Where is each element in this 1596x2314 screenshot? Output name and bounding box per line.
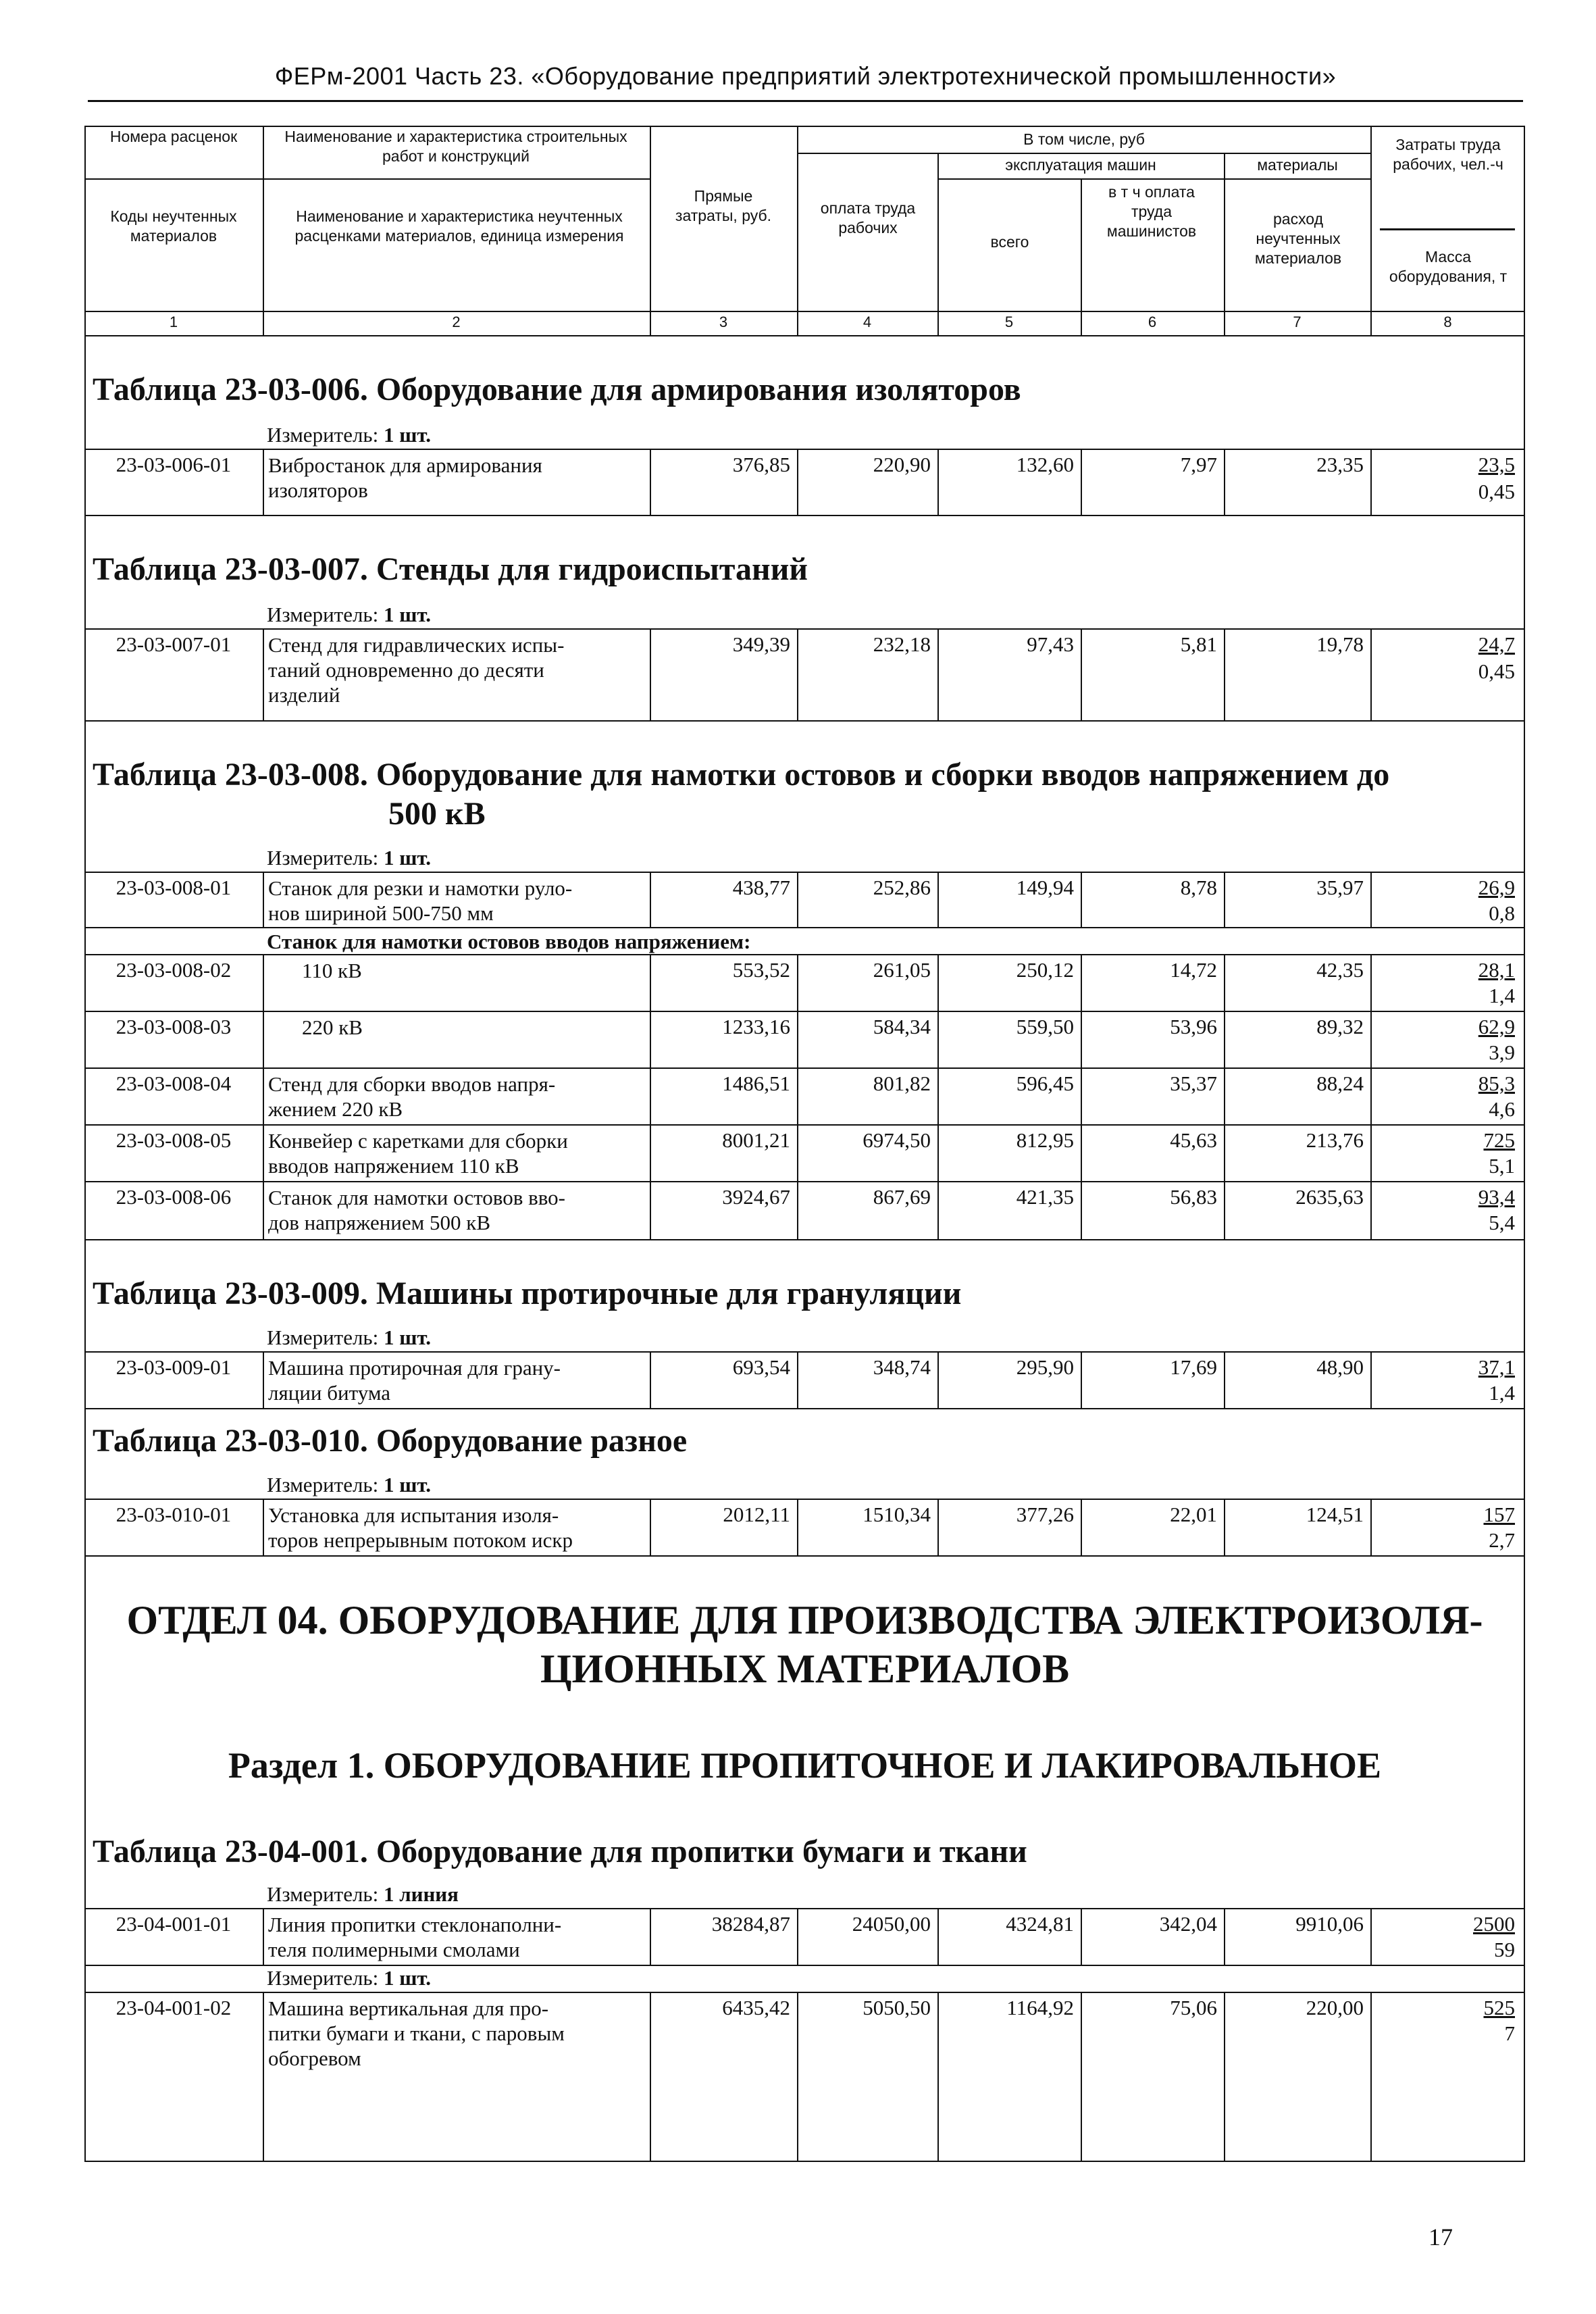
row-div bbox=[263, 1499, 264, 1555]
direct-cost: 2012,11 bbox=[723, 1503, 790, 1526]
table-title: Таблица 23-03-008. Оборудование для намотки остовов и сборки вводов напряжением до bbox=[93, 757, 1390, 793]
labor-pay: 5050,50 bbox=[863, 1996, 931, 2019]
labor-hours: 23,5 bbox=[1478, 453, 1515, 476]
rate-name: 110 кВ bbox=[302, 959, 362, 982]
rate-code: 23-03-008-04 bbox=[115, 1072, 232, 1095]
rate-name: 220 кВ bbox=[302, 1015, 363, 1039]
rate-name: Стенд для сборки вводов напря- жением 220 кВ bbox=[268, 1072, 556, 1121]
rate-code: 23-03-010-01 bbox=[115, 1503, 232, 1526]
rate-name: Станок для намотки остовов вво- дов напряжением 500 кВ bbox=[268, 1186, 565, 1234]
direct-cost: 693,54 bbox=[732, 1355, 790, 1379]
row-rule bbox=[84, 872, 1525, 873]
labor-pay: 867,69 bbox=[873, 1185, 931, 1209]
row-div bbox=[263, 1992, 264, 2161]
department-title: ОТДЕЛ 04. ОБОРУДОВАНИЕ ДЛЯ ПРОИЗВОДСТВА ЭЛЕКТРОИЗОЛЯ- ЦИОННЫХ МАТЕРИАЛОВ bbox=[126, 1598, 1483, 1691]
table-title: Таблица 23-03-010. Оборудование разное bbox=[93, 1423, 688, 1459]
equipment-mass: 5,4 bbox=[1489, 1211, 1515, 1234]
machinist-pay: 75,06 bbox=[1170, 1996, 1217, 2019]
materials-cost: 35,97 bbox=[1316, 876, 1364, 899]
row-rule bbox=[84, 720, 1525, 722]
direct-cost: 1233,16 bbox=[722, 1015, 790, 1038]
rate-code: 23-03-008-03 bbox=[115, 1015, 232, 1038]
machines-cost: 377,26 bbox=[1016, 1503, 1074, 1526]
materials-cost: 9910,06 bbox=[1295, 1912, 1364, 1936]
labor-pay: 801,82 bbox=[873, 1072, 931, 1095]
colnum-3: 3 bbox=[719, 313, 728, 330]
hdr-div-6 bbox=[1224, 153, 1225, 335]
row-rule bbox=[84, 1181, 1525, 1182]
hdr-work-name: Наименование и характеристика строительных работ и конструкций bbox=[284, 128, 627, 165]
equipment-mass: 1,4 bbox=[1489, 984, 1515, 1007]
direct-cost: 1486,51 bbox=[722, 1072, 790, 1095]
hdr-incl: В том числе, руб bbox=[1023, 130, 1145, 148]
hdr-rule-f bbox=[84, 335, 1525, 336]
labor-pay: 1510,34 bbox=[863, 1503, 931, 1526]
equipment-mass: 5,1 bbox=[1489, 1154, 1515, 1178]
unit-label: Измеритель: 1 шт. bbox=[267, 603, 432, 626]
equipment-mass: 0,45 bbox=[1478, 480, 1515, 503]
machinist-pay: 14,72 bbox=[1170, 958, 1217, 982]
row-rule bbox=[84, 1351, 1525, 1353]
labor-hours: 85,3 bbox=[1478, 1072, 1515, 1095]
row-rule bbox=[84, 1908, 1525, 1909]
labor-hours: 525 bbox=[1483, 1996, 1515, 2019]
labor-hours: 24,7 bbox=[1478, 632, 1515, 656]
hdr-labor-pay: оплата труда рабочих bbox=[820, 199, 916, 236]
machines-cost: 149,94 bbox=[1016, 876, 1074, 899]
row-rule bbox=[84, 927, 1525, 928]
rate-code: 23-03-007-01 bbox=[115, 632, 232, 656]
direct-cost: 38284,87 bbox=[711, 1912, 790, 1936]
materials-cost: 124,51 bbox=[1306, 1503, 1364, 1526]
row-div bbox=[263, 1908, 264, 1965]
materials-cost: 89,32 bbox=[1316, 1015, 1364, 1038]
row-rule bbox=[84, 954, 1525, 955]
subheading: Станок для намотки остовов вводов напряжением: bbox=[267, 930, 751, 953]
colnum-1: 1 bbox=[169, 313, 178, 330]
hdr-rule-a bbox=[797, 153, 1370, 154]
machines-cost: 421,35 bbox=[1016, 1185, 1074, 1209]
materials-cost: 48,90 bbox=[1316, 1355, 1364, 1379]
machines-cost: 97,43 bbox=[1027, 632, 1074, 656]
hdr-materials-group: материалы bbox=[1257, 156, 1338, 174]
table-title: Таблица 23-04-001. Оборудование для пропитки бумаги и ткани bbox=[93, 1834, 1027, 1869]
materials-cost: 42,35 bbox=[1316, 958, 1364, 982]
hdr-rule-c bbox=[84, 178, 650, 180]
table-title-cont: 500 кВ bbox=[388, 796, 486, 832]
unit-label: Измеритель: 1 шт. bbox=[267, 846, 432, 870]
frame-bottom-border bbox=[84, 2161, 1525, 2162]
hdr-rule-d bbox=[1380, 228, 1515, 230]
labor-hours: 28,1 bbox=[1478, 958, 1515, 982]
row-div bbox=[263, 954, 264, 1239]
hdr-div-4 bbox=[937, 153, 939, 335]
hdr-labor-costs: Затраты труда рабочих, чел.-ч bbox=[1393, 136, 1503, 173]
rate-name: Машина протирочная для грану- ляции битума bbox=[268, 1356, 561, 1405]
colnum-8: 8 bbox=[1443, 313, 1452, 330]
machinist-pay: 35,37 bbox=[1170, 1072, 1217, 1095]
labor-hours: 725 bbox=[1483, 1128, 1515, 1152]
hdr-material-name: Наименование и характеристика неучтенных расценками материалов, единица измерения bbox=[294, 207, 624, 245]
equipment-mass: 1,4 bbox=[1489, 1381, 1515, 1405]
direct-cost: 553,52 bbox=[732, 958, 790, 982]
equipment-mass: 4,6 bbox=[1489, 1097, 1515, 1121]
hdr-machines-group: эксплуатация машин bbox=[1005, 156, 1156, 174]
colnum-2: 2 bbox=[452, 313, 461, 330]
equipment-mass: 0,8 bbox=[1489, 901, 1515, 925]
row-div bbox=[263, 628, 264, 720]
row-rule bbox=[84, 1239, 1525, 1240]
row-rule bbox=[84, 1067, 1525, 1069]
row-div bbox=[263, 449, 264, 515]
machines-cost: 295,90 bbox=[1016, 1355, 1074, 1379]
equipment-mass: 3,9 bbox=[1489, 1040, 1515, 1064]
labor-pay: 24050,00 bbox=[852, 1912, 931, 1936]
colnum-6: 6 bbox=[1148, 313, 1157, 330]
row-rule bbox=[84, 449, 1525, 450]
hdr-rate-numbers: Номера расценок bbox=[109, 128, 238, 145]
running-header: ФЕРм-2001 Часть 23. «Оборудование предприятий электротехнической промышленности» bbox=[274, 62, 1337, 90]
machinist-pay: 53,96 bbox=[1170, 1015, 1217, 1038]
machinist-pay: 17,69 bbox=[1170, 1355, 1217, 1379]
hdr-mass: Масса оборудования, т bbox=[1389, 248, 1508, 285]
rate-code: 23-04-001-01 bbox=[115, 1912, 232, 1936]
table-title: Таблица 23-03-007. Стенды для гидроиспытаний bbox=[93, 551, 808, 587]
machines-cost: 4324,81 bbox=[1006, 1912, 1074, 1936]
rate-code: 23-03-008-05 bbox=[115, 1128, 232, 1152]
unit-label: Измеритель: 1 шт. bbox=[267, 1473, 432, 1496]
direct-cost: 349,39 bbox=[732, 632, 790, 656]
hdr-materials-spend: расход неучтенных материалов bbox=[1254, 210, 1342, 267]
rate-code: 23-03-008-02 bbox=[115, 958, 232, 982]
row-rule bbox=[84, 1124, 1525, 1126]
rate-name: Вибростанок для армирования изоляторов bbox=[268, 453, 542, 502]
direct-cost: 438,77 bbox=[732, 876, 790, 899]
labor-pay: 261,05 bbox=[873, 958, 931, 982]
row-rule bbox=[84, 1992, 1525, 1993]
labor-pay: 220,90 bbox=[873, 453, 931, 476]
row-div bbox=[263, 872, 264, 927]
machinist-pay: 8,78 bbox=[1180, 876, 1217, 899]
labor-pay: 232,18 bbox=[873, 632, 931, 656]
machinist-pay: 5,81 bbox=[1180, 632, 1217, 656]
machines-cost: 1164,92 bbox=[1006, 1996, 1074, 2019]
unit-label: Измеритель: 1 шт. bbox=[267, 423, 432, 447]
labor-pay: 6974,50 bbox=[863, 1128, 931, 1152]
colnum-4: 4 bbox=[863, 313, 872, 330]
row-rule bbox=[84, 1408, 1525, 1409]
labor-hours: 26,9 bbox=[1478, 876, 1515, 899]
labor-pay: 348,74 bbox=[873, 1355, 931, 1379]
table-title: Таблица 23-03-006. Оборудование для армирования изоляторов bbox=[93, 372, 1021, 407]
labor-hours: 93,4 bbox=[1478, 1185, 1515, 1209]
materials-cost: 2635,63 bbox=[1295, 1185, 1364, 1209]
equipment-mass: 7 bbox=[1504, 2021, 1515, 2045]
rate-name: Стенд для гидравлических испы- таний одновременно до десяти изделий bbox=[268, 633, 565, 707]
direct-cost: 376,85 bbox=[732, 453, 790, 476]
section-title: Раздел 1. ОБОРУДОВАНИЕ ПРОПИТОЧНОЕ И ЛАКИРОВАЛЬНОЕ bbox=[228, 1745, 1382, 1786]
rate-name: Машина вертикальная для про- питки бумаги и ткани, с паровым обогревом bbox=[268, 1996, 565, 2070]
header-rule bbox=[88, 100, 1523, 102]
rate-code: 23-03-006-01 bbox=[115, 453, 232, 476]
rate-code: 23-03-008-01 bbox=[115, 876, 232, 899]
labor-pay: 252,86 bbox=[873, 876, 931, 899]
rate-name: Конвейер с каретками для сборки вводов напряжением 110 кВ bbox=[268, 1129, 568, 1178]
rate-name: Станок для резки и намотки руло- нов шириной 500-750 мм bbox=[268, 876, 573, 925]
machinist-pay: 45,63 bbox=[1170, 1128, 1217, 1152]
machinist-pay: 7,97 bbox=[1180, 453, 1217, 476]
frame-right-border bbox=[1524, 126, 1525, 2162]
labor-hours: 37,1 bbox=[1478, 1355, 1515, 1379]
colnum-7: 7 bbox=[1293, 313, 1302, 330]
equipment-mass: 59 bbox=[1494, 1938, 1515, 1961]
direct-cost: 6435,42 bbox=[722, 1996, 790, 2019]
materials-cost: 19,78 bbox=[1316, 632, 1364, 656]
row-div bbox=[263, 1351, 264, 1408]
labor-hours: 2500 bbox=[1473, 1912, 1515, 1936]
rate-name: Установка для испытания изоля- торов непрерывным потоком искр bbox=[268, 1503, 573, 1552]
hdr-div-2 bbox=[650, 126, 651, 335]
row-rule bbox=[84, 1499, 1525, 1500]
row-rule bbox=[84, 1555, 1525, 1557]
hdr-div-1 bbox=[263, 126, 264, 335]
direct-cost: 3924,67 bbox=[722, 1185, 790, 1209]
hdr-direct-costs: Прямые затраты, руб. bbox=[675, 187, 772, 224]
rate-code: 23-04-001-02 bbox=[115, 1996, 232, 2019]
machinist-pay: 22,01 bbox=[1170, 1503, 1217, 1526]
colnum-5: 5 bbox=[1004, 313, 1014, 330]
rate-code: 23-03-008-06 bbox=[115, 1185, 232, 1209]
rate-code: 23-03-009-01 bbox=[115, 1355, 232, 1379]
materials-cost: 213,76 bbox=[1306, 1128, 1364, 1152]
unit-label: Измеритель: 1 шт. bbox=[267, 1966, 432, 1990]
materials-cost: 23,35 bbox=[1316, 453, 1364, 476]
hdr-machines-total: всего bbox=[990, 233, 1029, 251]
hdr-div-3 bbox=[797, 126, 798, 335]
hdr-rule-e bbox=[84, 311, 1525, 312]
machines-cost: 596,45 bbox=[1016, 1072, 1074, 1095]
row-rule bbox=[84, 515, 1525, 516]
hdr-div-7 bbox=[1370, 126, 1372, 335]
rate-name: Линия пропитки стеклонаполни- теля полимерными смолами bbox=[268, 1913, 562, 1961]
labor-hours: 157 bbox=[1483, 1503, 1515, 1526]
table-title: Таблица 23-03-009. Машины протирочные для грануляции bbox=[93, 1276, 962, 1311]
hdr-rule-b bbox=[937, 178, 1370, 180]
machines-cost: 132,60 bbox=[1016, 453, 1074, 476]
unit-label: Измеритель: 1 шт. bbox=[267, 1326, 432, 1349]
machinist-pay: 342,04 bbox=[1159, 1912, 1217, 1936]
materials-cost: 220,00 bbox=[1306, 1996, 1364, 2019]
machines-cost: 559,50 bbox=[1016, 1015, 1074, 1038]
rate-table bbox=[84, 126, 1525, 2162]
machines-cost: 250,12 bbox=[1016, 958, 1074, 982]
hdr-unaccounted-codes: Коды неучтенных материалов bbox=[110, 207, 237, 245]
hdr-machinist-pay: в т ч оплата труда машинистов bbox=[1106, 183, 1197, 240]
row-rule bbox=[84, 628, 1525, 630]
direct-cost: 8001,21 bbox=[722, 1128, 790, 1152]
row-rule bbox=[84, 1011, 1525, 1012]
equipment-mass: 2,7 bbox=[1489, 1528, 1515, 1552]
labor-pay: 584,34 bbox=[873, 1015, 931, 1038]
machines-cost: 812,95 bbox=[1016, 1128, 1074, 1152]
unit-label: Измеритель: 1 линия bbox=[267, 1882, 459, 1906]
materials-cost: 88,24 bbox=[1316, 1072, 1364, 1095]
machinist-pay: 56,83 bbox=[1170, 1185, 1217, 1209]
labor-hours: 62,9 bbox=[1478, 1015, 1515, 1038]
equipment-mass: 0,45 bbox=[1478, 659, 1515, 683]
page-number: 17 bbox=[1428, 2223, 1453, 2250]
